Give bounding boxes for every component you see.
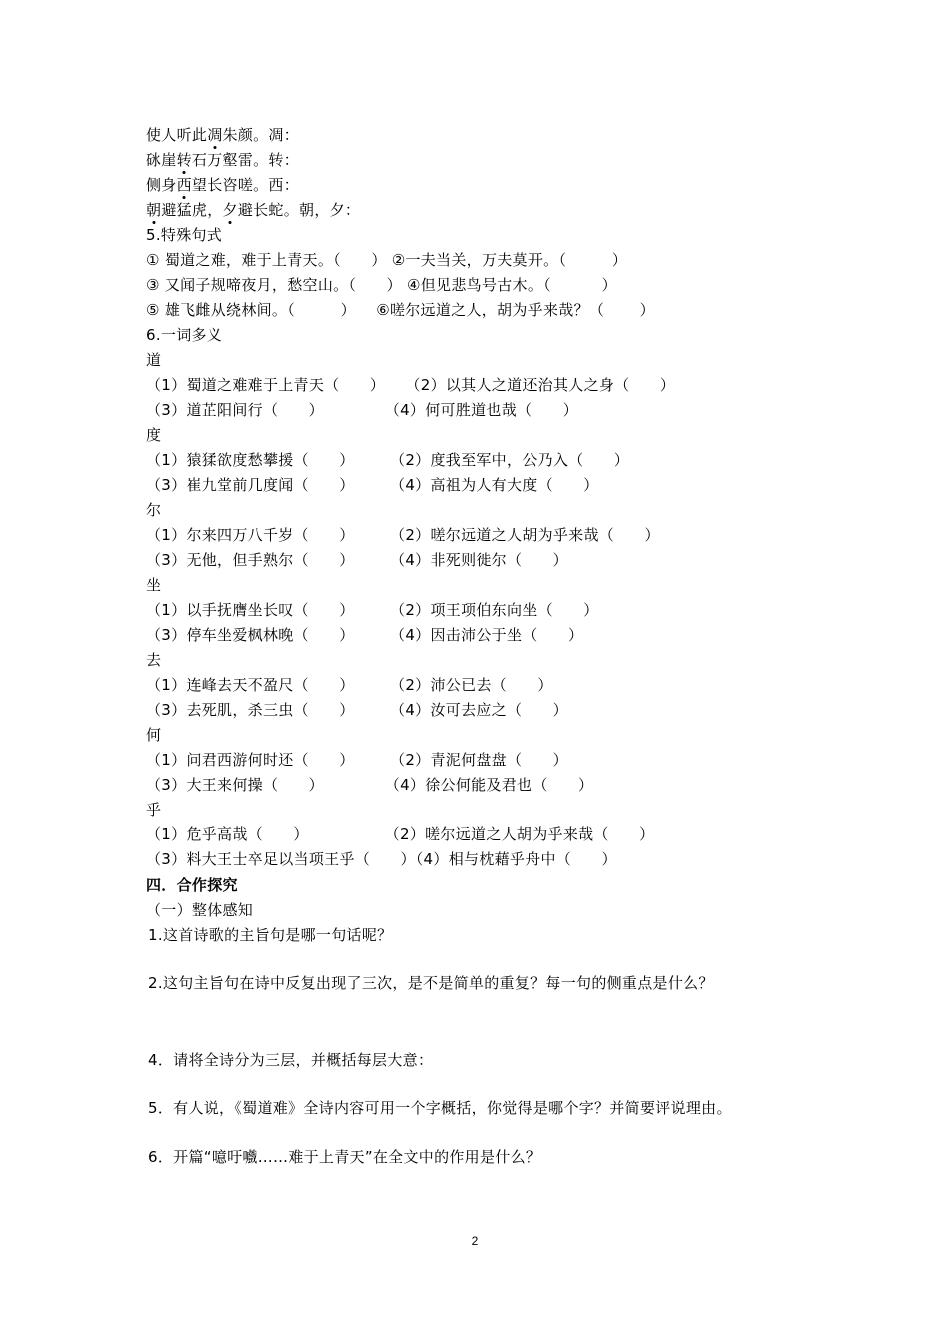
- question-2: 2.这句主旨句在诗中反复出现了三次，是不是简单的重复？每一句的侧重点是什么？: [148, 974, 714, 992]
- emphasized-char: 夕: [222, 201, 238, 219]
- question-6: 6．开篇“噫吁嚱……难于上青天”在全文中的作用是什么？: [148, 1148, 542, 1166]
- polysemy-row: （1）尔来四万八千岁（ ） （2）嗟尔远道之人胡为乎来哉（ ）: [146, 526, 660, 544]
- section-4-title: 四．合作探究: [146, 876, 238, 894]
- polysemy-head-er: 尔: [146, 501, 162, 519]
- text: 避长蛇。朝，夕：: [237, 201, 361, 219]
- polysemy-head-dao: 道: [146, 351, 162, 369]
- emphasized-char: 转: [176, 151, 192, 169]
- emphasized-char: 凋: [207, 126, 223, 144]
- polysemy-head-qu: 去: [146, 651, 162, 669]
- polysemy-row: （3）大王来何操（ ） （4）徐公何能及君也（ ）: [146, 776, 594, 794]
- page-number: 2: [471, 1234, 479, 1248]
- vocab-line-2: [146, 150, 299, 170]
- polysemy-head-du: 度: [146, 426, 162, 444]
- polysemy-row: （1）危乎高哉（ ） （2）嗟尔远道之人胡为乎来哉（ ）: [146, 825, 655, 843]
- emphasized-char: 西: [176, 176, 192, 194]
- polysemy-row: （3）停车坐爱枫林晚（ ） （4）因击沛公于坐（ ）: [146, 626, 584, 644]
- special-sentence-row-2: ③ 又闻子规啼夜月，愁空山。（ ） ④但见悲鸟号古木。（ ）: [146, 276, 617, 294]
- polysemy-row: （3）道芷阳间行（ ） （4）何可胜道也哉（ ）: [146, 401, 579, 419]
- polysemy-row: （1）蜀道之难难于上青天（ ） （2）以其人之道还治其人之身（ ）: [146, 376, 676, 394]
- subsection-title: （一）整体感知: [146, 901, 254, 919]
- polysemy-row: （3）无他，但手熟尔（ ） （4）非死则徙尔（ ）: [146, 551, 568, 569]
- vocab-line-1: [146, 125, 299, 145]
- text: 侧身: [146, 176, 177, 194]
- polysemy-row: （3）料大王士卒足以当项王乎（ ）（4）相与枕藉乎舟中（ ）: [146, 850, 617, 868]
- polysemy-row: （1）连峰去天不盈尺（ ） （2）沛公已去（ ）: [146, 676, 553, 694]
- text: 避猛虎，: [161, 201, 223, 219]
- special-sentence-row-1: ① 蜀道之难，难于上青天。（ ） ②一夫当关，万夫莫开。（ ）: [146, 251, 628, 269]
- polysemy-row: （1）以手抚膺坐长叹（ ） （2）项王项伯东向坐（ ）: [146, 601, 599, 619]
- section-5-title: 5.特殊句式: [146, 226, 223, 244]
- polysemy-row: （3）去死肌，杀三虫（ ） （4）汝可去应之（ ）: [146, 701, 568, 719]
- polysemy-row: （1）猿猱欲度愁攀援（ ） （2）度我至军中，公乃入（ ）: [146, 451, 630, 469]
- polysemy-head-hu: 乎: [146, 801, 162, 819]
- polysemy-head-zuo: 坐: [146, 576, 162, 594]
- vocab-line-4: [146, 200, 360, 220]
- text: 石万壑雷。转：: [191, 151, 300, 169]
- vocab-line-3: [146, 175, 299, 195]
- emphasized-char: 朝: [146, 201, 162, 219]
- polysemy-row: （1）问君西游何时还（ ） （2）青泥何盘盘（ ）: [146, 751, 568, 769]
- text: 望长咨嗟。西：: [191, 176, 300, 194]
- question-5: 5．有人说，《蜀道难》全诗内容可用一个字概括，你觉得是哪个字？并简要评说理由。: [148, 1099, 732, 1117]
- text: 使人听此: [146, 126, 208, 144]
- polysemy-row: （3）崔九堂前几度闻（ ） （4）高祖为人有大度（ ）: [146, 476, 599, 494]
- section-6-title: 6.一词多义: [146, 326, 223, 344]
- question-1: 1.这首诗歌的主旨句是哪一句话呢？: [148, 926, 393, 944]
- question-4: 4．请将全诗分为三层，并概括每层大意：: [148, 1051, 434, 1069]
- text: 朱颜。凋：: [222, 126, 300, 144]
- special-sentence-row-3: ⑤ 雄飞雌从绕林间。（ ） ⑥嗟尔远道之人，胡为乎来哉？（ ）: [146, 301, 655, 319]
- text: 砯崖: [146, 151, 177, 169]
- polysemy-head-he: 何: [146, 726, 162, 744]
